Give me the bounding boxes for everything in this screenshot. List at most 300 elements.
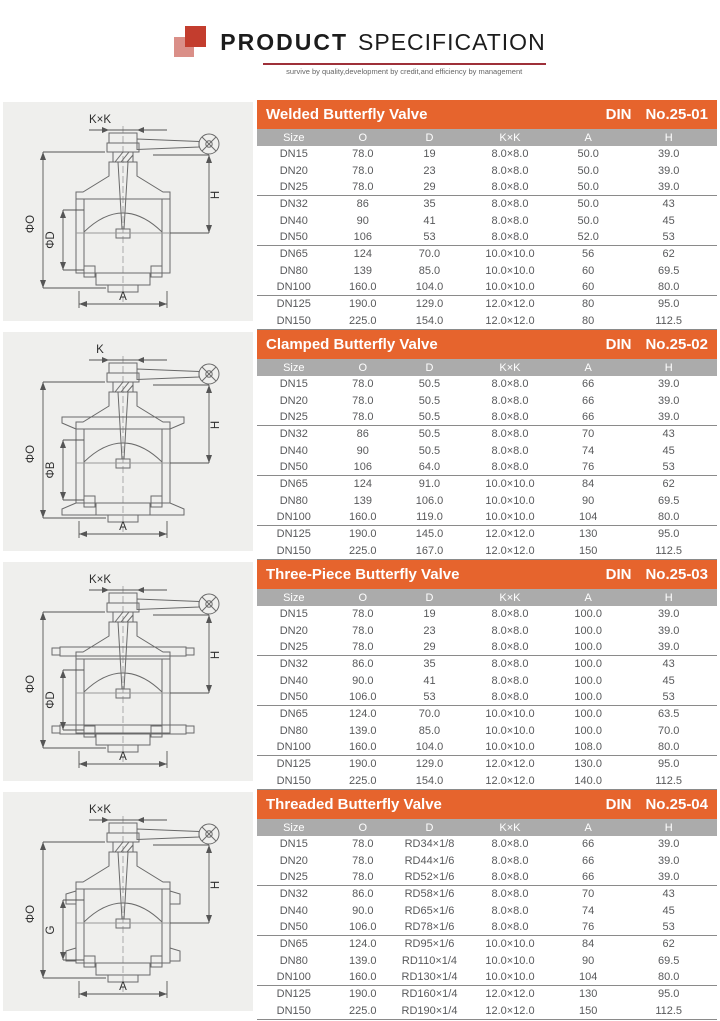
column-header: Size (283, 591, 305, 604)
table-cell: 8.0×8.0 (491, 148, 529, 161)
din-number: No.25-01 (645, 106, 708, 123)
valve-technical-drawing (3, 102, 253, 324)
table-cell: RD190×1/4 (401, 1004, 458, 1017)
dimension-height (153, 845, 222, 923)
brand-tagline: survive by quality,development by credit,and efficiency by management (286, 67, 523, 76)
dimension-height (153, 615, 222, 693)
din-number: No.25-02 (645, 336, 708, 353)
table-cell: 80 (582, 298, 595, 311)
dimension-top (89, 344, 167, 363)
dimension-inner (45, 210, 84, 270)
table-cell: 50.0 (577, 198, 599, 211)
table-cell: 45 (662, 674, 675, 687)
table-cell: DN65 (279, 708, 308, 721)
table-cell: 39.0 (657, 640, 680, 653)
dimension-label-top: K×K (88, 114, 112, 126)
table-cell: 8.0×8.0 (491, 198, 529, 211)
table-cell: 39.0 (657, 180, 680, 193)
table-cell: 69.5 (657, 494, 680, 507)
table-cell: 130.0 (574, 758, 602, 771)
table-cell: 41 (423, 674, 436, 687)
table-cell: 70.0 (418, 708, 441, 721)
table-row (257, 1003, 717, 1020)
table-row (257, 475, 717, 492)
diagram-panel (3, 792, 253, 1011)
table-cell: 10.0×10.0 (485, 511, 535, 524)
table-cell: 43 (662, 658, 675, 671)
table-cell: 95.0 (657, 528, 680, 541)
table-cell: 19 (423, 148, 436, 161)
table-title: Welded Butterfly Valve (266, 106, 428, 123)
table-cell: 84 (582, 938, 595, 951)
table-cell: 104.0 (415, 741, 444, 754)
table-cell: 119.0 (416, 511, 443, 524)
dimension-label-outer: ΦO (25, 904, 37, 924)
table-cell: 104 (579, 511, 598, 524)
table-cell: 10.0×10.0 (485, 708, 535, 721)
column-header-row (257, 359, 717, 376)
table-cell: 124 (353, 248, 372, 261)
column-header: H (664, 821, 673, 834)
table-cell: 66 (582, 378, 595, 391)
table-row (257, 885, 717, 902)
table-cell: DN150 (276, 774, 311, 787)
table-cell: 78.0 (352, 148, 374, 161)
table-cell: DN25 (279, 180, 308, 193)
dimension-label-inner: ΦB (45, 461, 57, 479)
table-cell: 108.0 (574, 741, 602, 754)
table-cell: 95.0 (657, 758, 680, 771)
table-cell: 8.0×8.0 (491, 640, 529, 653)
table-row (257, 755, 717, 772)
column-header: Size (283, 131, 305, 144)
valve-technical-drawing (3, 332, 253, 554)
table-row (257, 425, 717, 442)
table-cell: DN40 (279, 674, 308, 687)
table-cell: 100.0 (574, 708, 602, 721)
table-cell: 145.0 (415, 528, 444, 541)
table-cell: 140.0 (574, 774, 602, 787)
table-cell: 100.0 (574, 608, 602, 621)
table-cell: 8.0×8.0 (491, 164, 529, 177)
table-cell: 139.0 (349, 724, 377, 737)
table-cell: 8.0×8.0 (491, 230, 529, 243)
table-row (257, 442, 717, 458)
table-cell: 8.0×8.0 (491, 624, 529, 637)
table-cell: 8.0×8.0 (491, 608, 529, 621)
table-row (257, 705, 717, 722)
dimension-label-inner: ΦD (45, 231, 57, 249)
table-cell: DN150 (276, 314, 311, 327)
page-header (0, 0, 720, 100)
dimension-label-width: A (119, 291, 127, 303)
table-cell: 78.0 (352, 854, 374, 867)
table-cell: 80.0 (657, 281, 680, 294)
table-cell: 8.0×8.0 (491, 410, 529, 423)
table-cell: 80.0 (657, 511, 680, 524)
table-cell: 86 (356, 428, 369, 441)
table-cell: 190.0 (349, 528, 377, 541)
table-cell: 76 (582, 920, 595, 933)
table-cell: 80.0 (657, 971, 680, 984)
table-cell: 74 (582, 444, 595, 457)
column-header: O (358, 821, 368, 834)
table-cell: 23 (423, 164, 436, 177)
table-row (257, 146, 717, 162)
table-cell: 106.0 (349, 920, 377, 933)
column-header: K×K (499, 361, 521, 374)
valve-handle-drawing (107, 363, 219, 384)
column-header-row (257, 589, 717, 606)
title-secondary: SPECIFICATION (358, 28, 546, 55)
table-cell: 112.5 (655, 1004, 683, 1017)
din-reference (606, 796, 708, 813)
column-header: A (584, 821, 592, 834)
valve-handle-drawing (107, 823, 219, 844)
table-cell: 106.0 (349, 690, 377, 703)
table-cell: DN20 (279, 394, 308, 407)
valve-section (0, 560, 720, 790)
table-cell: 53 (662, 460, 675, 473)
table-title: Clamped Butterfly Valve (266, 336, 438, 353)
dimension-inner (45, 440, 84, 500)
table-cell: 130 (579, 988, 598, 1001)
table-row (257, 836, 717, 852)
logo-square-dark (185, 26, 206, 47)
valve-section (0, 330, 720, 560)
table-cell: DN50 (279, 920, 308, 933)
table-cell: 66 (582, 838, 595, 851)
table-row (257, 869, 717, 885)
table-cell: RD130×1/4 (401, 971, 458, 984)
table-cell: DN100 (276, 511, 311, 524)
table-cell: 78.0 (352, 624, 374, 637)
table-cell: 45 (662, 444, 675, 457)
table-cell: DN32 (279, 658, 308, 671)
table-row (257, 313, 717, 330)
table-cell: 90 (356, 444, 369, 457)
table-cell: 62 (662, 248, 675, 261)
valve-handle-drawing (107, 133, 219, 154)
dimension-width (79, 751, 167, 768)
table-cell: DN32 (279, 198, 308, 211)
dimension-width (79, 521, 167, 538)
table-cell: 78.0 (352, 394, 374, 407)
din-label: DIN (605, 566, 632, 583)
column-header: D (425, 361, 434, 374)
table-cell: DN125 (276, 528, 311, 541)
table-cell: 39.0 (657, 838, 680, 851)
table-cell: 78.0 (352, 870, 374, 883)
table-cell: 84 (582, 478, 595, 491)
table-row (257, 162, 717, 178)
table-cell: 66 (582, 854, 595, 867)
table-cell: 50.0 (577, 180, 599, 193)
table-cell: 52.0 (577, 230, 599, 243)
table-cell: RD95×1/6 (404, 938, 455, 951)
table-cell: 86.0 (352, 658, 374, 671)
table-cell: 160.0 (349, 741, 377, 754)
column-header: O (358, 131, 368, 144)
table-cell: 124 (353, 478, 372, 491)
table-row (257, 672, 717, 688)
dimension-outer (25, 152, 106, 288)
column-header: A (584, 591, 592, 604)
title-primary: PRODUCT (220, 28, 349, 55)
table-cell: DN125 (276, 988, 311, 1001)
table-cell: 86.0 (352, 888, 374, 901)
din-number: No.25-04 (645, 796, 708, 813)
table-cell: 100.0 (574, 690, 602, 703)
table-cell: 78.0 (352, 410, 374, 423)
table-cell: 66 (582, 410, 595, 423)
table-cell: 70 (582, 888, 595, 901)
table-cell: 90.0 (352, 904, 374, 917)
dimension-width (79, 981, 167, 998)
table-cell: 50.0 (577, 214, 599, 227)
table-cell: 106.0 (415, 494, 444, 507)
table-cell: 100.0 (574, 640, 602, 653)
table-title-bar (257, 330, 717, 359)
table-cell: 50.5 (418, 428, 441, 441)
column-header: K×K (499, 131, 521, 144)
table-cell: 66 (582, 870, 595, 883)
table-cell: 112.5 (655, 544, 683, 557)
table-cell: 50.0 (577, 164, 599, 177)
table-row (257, 409, 717, 425)
table-row (257, 263, 717, 279)
column-header: K×K (499, 591, 521, 604)
table-cell: 39.0 (657, 608, 680, 621)
table-cell: DN25 (279, 870, 308, 883)
table-cell: 8.0×8.0 (491, 444, 529, 457)
table-cell: 106 (353, 460, 372, 473)
table-cell: 167.0 (415, 544, 444, 557)
table-cell: 124.0 (349, 938, 377, 951)
table-cell: DN20 (279, 624, 308, 637)
table-cell: 8.0×8.0 (491, 658, 529, 671)
column-header: Size (283, 821, 305, 834)
table-cell: 160.0 (349, 971, 377, 984)
valve-technical-drawing (3, 792, 253, 1014)
table-row (257, 525, 717, 542)
table-cell: 139 (353, 494, 372, 507)
table-cell: 50.0 (577, 148, 599, 161)
dimension-label-outer: ΦO (25, 444, 37, 464)
table-cell: DN80 (279, 494, 308, 507)
table-title-bar (257, 100, 717, 129)
table-cell: DN50 (279, 460, 308, 473)
table-cell: 8.0×8.0 (491, 460, 529, 473)
table-row (257, 212, 717, 228)
table-cell: 78.0 (352, 180, 374, 193)
table-cell: 85.0 (418, 724, 441, 737)
table-cell: 43 (662, 428, 675, 441)
table-body (257, 836, 717, 1020)
table-row (257, 985, 717, 1002)
table-cell: 39.0 (657, 164, 680, 177)
table-cell: DN100 (276, 971, 311, 984)
table-cell: 78.0 (352, 378, 374, 391)
table-row (257, 493, 717, 509)
table-cell: 225.0 (349, 314, 377, 327)
table-cell: 8.0×8.0 (491, 378, 529, 391)
valve-section (0, 100, 720, 330)
table-cell: 90 (582, 954, 595, 967)
table-cell: RD160×1/4 (401, 988, 458, 1001)
spec-table (257, 330, 717, 560)
table-cell: 39.0 (657, 394, 680, 407)
table-cell: 8.0×8.0 (491, 674, 529, 687)
table-cell: 225.0 (349, 544, 377, 557)
valve-handle-drawing (107, 593, 219, 614)
table-cell: 124.0 (349, 708, 377, 721)
table-cell: 12.0×12.0 (485, 544, 535, 557)
table-cell: 85.0 (418, 264, 441, 277)
table-cell: 43 (662, 888, 675, 901)
table-cell: 45 (662, 214, 675, 227)
table-cell: 60 (582, 264, 595, 277)
table-cell: 10.0×10.0 (485, 264, 535, 277)
table-row (257, 689, 717, 705)
table-cell: 10.0×10.0 (485, 478, 535, 491)
table-row (257, 295, 717, 312)
table-row (257, 639, 717, 655)
table-cell: RD52×1/6 (404, 870, 455, 883)
dimension-outer (25, 612, 106, 748)
brand-underline (263, 63, 546, 65)
dimension-top (89, 574, 167, 593)
table-cell: 53 (662, 690, 675, 703)
din-label: DIN (605, 336, 632, 353)
table-cell: 139.0 (349, 954, 377, 967)
table-body (257, 146, 717, 330)
table-cell: 190.0 (349, 298, 377, 311)
table-cell: 139 (353, 264, 372, 277)
table-cell: DN40 (279, 444, 308, 457)
table-cell: 62 (662, 478, 675, 491)
din-number: No.25-03 (645, 566, 708, 583)
table-cell: 225.0 (349, 774, 377, 787)
column-header: Size (283, 361, 305, 374)
column-header: H (664, 361, 673, 374)
table-cell: 100.0 (574, 674, 602, 687)
table-cell: 39.0 (657, 624, 680, 637)
table-cell: 8.0×8.0 (491, 854, 529, 867)
table-cell: 53 (662, 230, 675, 243)
table-cell: 160.0 (349, 281, 377, 294)
table-cell: 104.0 (415, 281, 444, 294)
dimension-width (79, 291, 167, 308)
table-cell: 39.0 (657, 378, 680, 391)
table-cell: 74 (582, 904, 595, 917)
table-cell: DN15 (279, 148, 308, 161)
table-cell: 35 (423, 658, 436, 671)
table-cell: 53 (423, 230, 436, 243)
table-cell: 129.0 (415, 758, 444, 771)
table-body (257, 376, 717, 560)
table-title-bar (257, 790, 717, 819)
table-row (257, 969, 717, 985)
table-cell: 66 (582, 394, 595, 407)
table-cell: 95.0 (657, 298, 680, 311)
table-row (257, 723, 717, 739)
table-cell: 91.0 (418, 478, 441, 491)
table-cell: 39.0 (657, 410, 680, 423)
dimension-label-height: H (210, 420, 222, 430)
table-cell: DN25 (279, 640, 308, 653)
table-row (257, 919, 717, 935)
column-header-row (257, 819, 717, 836)
table-cell: 160.0 (349, 511, 377, 524)
table-cell: 100.0 (574, 724, 602, 737)
din-reference (606, 106, 708, 123)
table-cell: DN150 (276, 1004, 311, 1017)
table-cell: 50.5 (418, 394, 441, 407)
table-cell: 12.0×12.0 (485, 298, 535, 311)
dimension-top (89, 114, 167, 133)
din-reference (606, 336, 708, 353)
table-cell: 10.0×10.0 (485, 724, 535, 737)
table-cell: 90 (356, 214, 369, 227)
table-cell: DN80 (279, 724, 308, 737)
table-cell: 29 (423, 640, 436, 653)
brand-block (174, 24, 545, 76)
table-cell: DN125 (276, 298, 311, 311)
column-header: K×K (499, 821, 521, 834)
table-cell: 62 (662, 938, 675, 951)
table-cell: 10.0×10.0 (485, 741, 535, 754)
table-cell: 50.5 (418, 444, 441, 457)
table-cell: DN50 (279, 230, 308, 243)
dimension-label-outer: ΦO (25, 674, 37, 694)
dimension-label-height: H (210, 190, 222, 200)
table-cell: 12.0×12.0 (485, 988, 535, 1001)
table-cell: 56 (582, 248, 595, 261)
table-cell: 50.5 (418, 410, 441, 423)
column-header: D (425, 821, 434, 834)
table-cell: 10.0×10.0 (485, 938, 535, 951)
table-cell: 100.0 (574, 658, 602, 671)
table-cell: 78.0 (352, 838, 374, 851)
table-row (257, 245, 717, 262)
table-cell: 150 (579, 1004, 598, 1017)
table-cell: 104 (579, 971, 598, 984)
table-cell: 43 (662, 198, 675, 211)
din-label: DIN (605, 106, 632, 123)
table-cell: DN20 (279, 854, 308, 867)
table-cell: DN80 (279, 954, 308, 967)
dimension-label-height: H (210, 880, 222, 890)
table-cell: 69.5 (657, 264, 680, 277)
valve-technical-drawing (3, 562, 253, 784)
table-cell: DN100 (276, 281, 311, 294)
table-cell: 8.0×8.0 (491, 920, 529, 933)
table-cell: 10.0×10.0 (485, 494, 535, 507)
dimension-label-height: H (210, 650, 222, 660)
table-cell: 78.0 (352, 164, 374, 177)
table-cell: 39.0 (657, 854, 680, 867)
page-title (220, 29, 545, 56)
table-cell: DN100 (276, 741, 311, 754)
table-cell: DN15 (279, 378, 308, 391)
sections (0, 100, 720, 1020)
table-cell: RD44×1/6 (404, 854, 455, 867)
table-row (257, 459, 717, 475)
table-cell: 80 (582, 314, 595, 327)
table-cell: 86 (356, 198, 369, 211)
company-logo-icon (174, 24, 208, 60)
